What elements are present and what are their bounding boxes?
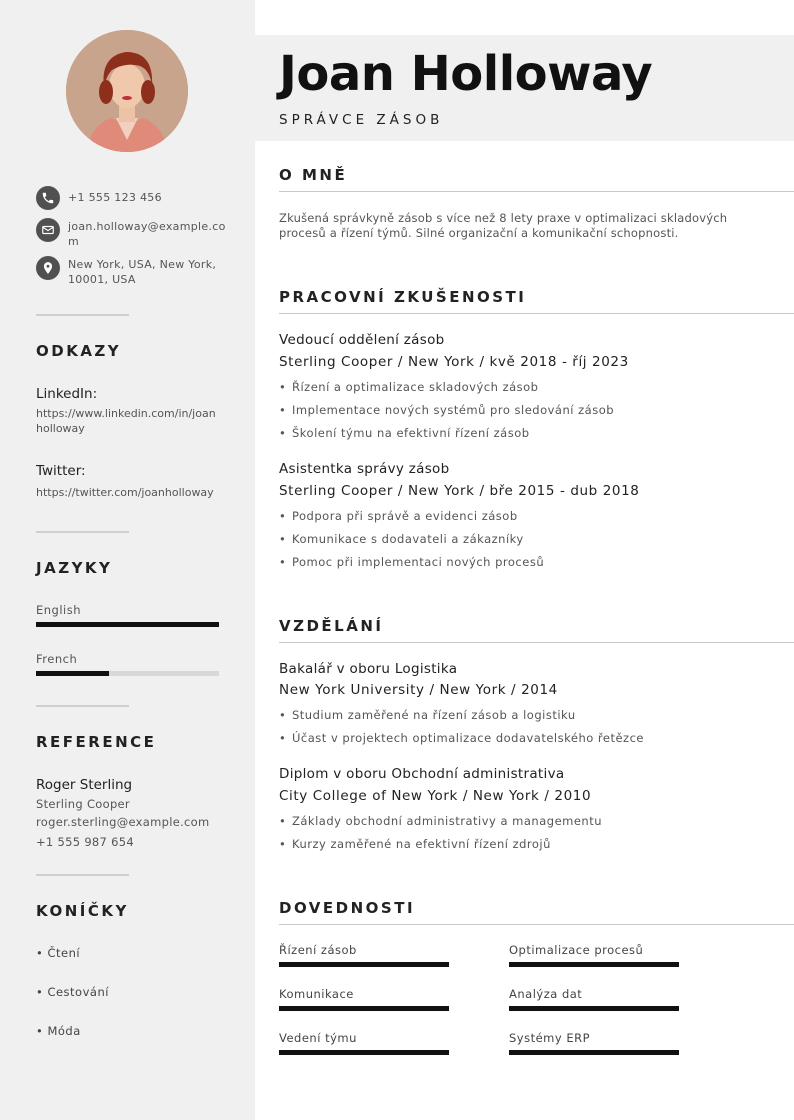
divider <box>36 874 129 876</box>
language-level-bar <box>36 622 219 627</box>
school-line: City College of New York / New York / 2010 <box>279 788 592 804</box>
linkedin-link[interactable]: https://www.linkedin.com/in/joanholloway <box>36 407 216 435</box>
education-heading: VZDĚLÁNÍ <box>279 617 384 635</box>
bullet-text: Základy obchodní administrativy a managementu <box>292 814 603 828</box>
experience-heading: PRACOVNÍ ZKUŠENOSTI <box>279 288 527 306</box>
phone-icon <box>36 186 60 210</box>
education-bullet: • Studium zaměřené na řízení zásob a logistiku <box>279 708 576 722</box>
envelope-icon <box>36 218 60 242</box>
section-rule <box>279 313 794 314</box>
language-name: French <box>36 652 78 666</box>
skill-name: Analýza dat <box>509 987 583 1001</box>
bullet-text: Podpora při správě a evidenci zásob <box>292 509 518 523</box>
phone-text: +1 555 123 456 <box>68 191 162 204</box>
skill-name: Optimalizace procesů <box>509 943 644 957</box>
hobby-item: • Čtení <box>36 946 81 960</box>
reference-company: Sterling Cooper <box>36 797 130 811</box>
skill-level-bar <box>509 1006 679 1011</box>
divider <box>36 531 129 533</box>
reference-heading: REFERENCE <box>36 733 157 751</box>
skill-level-bar <box>279 962 449 967</box>
email-text[interactable]: joan.holloway@example.com <box>68 220 226 248</box>
map-pin-icon <box>36 256 60 280</box>
hobby-label: Cestování <box>47 985 109 999</box>
linkedin-label: LinkedIn: <box>36 386 98 402</box>
job-company: Sterling Cooper / New York / kvě 2018 - říj 2023 <box>279 354 629 370</box>
divider <box>36 314 129 316</box>
education-bullet: • Kurzy zaměřené na efektivní řízení zdrojů <box>279 837 551 851</box>
hobby-label: Móda <box>47 1024 81 1038</box>
contact-address <box>36 256 226 287</box>
skill-name: Systémy ERP <box>509 1031 591 1045</box>
links-heading: ODKAZY <box>36 342 122 360</box>
skills-heading: DOVEDNOSTI <box>279 899 416 917</box>
job-bullet: • Implementace nových systémů pro sledování zásob <box>279 403 615 417</box>
about-heading: O MNĚ <box>279 166 348 184</box>
divider <box>36 705 129 707</box>
job-company: Sterling Cooper / New York / bře 2015 - dub 2018 <box>279 483 640 499</box>
education-bullet: • Základy obchodní administrativy a managementu <box>279 814 603 828</box>
school-line: New York University / New York / 2014 <box>279 682 558 698</box>
bullet-text: Účast v projektech optimalizace dodavatelského řetězce <box>292 731 644 745</box>
about-text: Zkušená správkyně zásob s více než 8 lety praxe v optimalizaci skladových procesů a řízení týmů. Silné organizační a komunikační schopnosti. <box>279 211 728 240</box>
contact-phone <box>36 186 226 210</box>
job-title: Asistentka správy zásob <box>279 461 450 477</box>
skill-name: Komunikace <box>279 987 354 1001</box>
hobby-label: Čtení <box>47 946 81 960</box>
address-text: New York, USA, New York, 10001, USA <box>68 258 217 286</box>
job-bullet: • Školení týmu na efektivní řízení zásob <box>279 426 530 440</box>
bullet-text: Studium zaměřené na řízení zásob a logistiku <box>292 708 576 722</box>
job-title: Vedoucí oddělení zásob <box>279 332 445 348</box>
section-rule <box>279 191 794 192</box>
bullet-text: Implementace nových systémů pro sledování zásob <box>292 403 615 417</box>
degree-title: Bakalář v oboru Logistika <box>279 661 458 677</box>
twitter-label: Twitter: <box>36 463 86 479</box>
section-rule <box>279 924 794 925</box>
job-bullet: • Komunikace s dodavateli a zákazníky <box>279 532 524 546</box>
person-name: Joan Holloway <box>279 46 653 102</box>
bullet-text: Pomoc při implementaci nových procesů <box>292 555 545 569</box>
person-title: SPRÁVCE ZÁSOB <box>279 112 444 128</box>
skill-level-bar <box>279 1050 449 1055</box>
language-level-fill <box>36 622 219 627</box>
skill-level-bar <box>509 1050 679 1055</box>
hobby-item: • Móda <box>36 1024 81 1038</box>
bullet-text: Kurzy zaměřené na efektivní řízení zdrojů <box>292 837 551 851</box>
skill-name: Vedení týmu <box>279 1031 357 1045</box>
section-rule <box>279 642 794 643</box>
contact-email <box>36 218 226 249</box>
skill-level-bar <box>509 962 679 967</box>
hobbies-heading: KONÍČKY <box>36 902 129 920</box>
skill-level-bar <box>279 1006 449 1011</box>
skill-name: Řízení zásob <box>279 943 357 957</box>
bullet-text: Školení týmu na efektivní řízení zásob <box>292 426 530 440</box>
language-level-fill <box>36 671 109 676</box>
hobby-item: • Cestování <box>36 985 109 999</box>
job-bullet: • Pomoc při implementaci nových procesů <box>279 555 545 569</box>
bullet-text: Řízení a optimalizace skladových zásob <box>292 380 539 394</box>
education-bullet: • Účast v projektech optimalizace dodavatelského řetězce <box>279 731 644 745</box>
reference-phone: +1 555 987 654 <box>36 835 134 849</box>
reference-name: Roger Sterling <box>36 777 133 793</box>
languages-heading: JAZYKY <box>36 559 113 577</box>
twitter-link[interactable]: https://twitter.com/joanholloway <box>36 486 214 499</box>
reference-email[interactable]: roger.sterling@example.com <box>36 815 210 829</box>
language-name: English <box>36 603 82 617</box>
degree-title: Diplom v oboru Obchodní administrativa <box>279 766 565 782</box>
profile-photo <box>66 30 188 152</box>
job-bullet: • Podpora při správě a evidenci zásob <box>279 509 518 523</box>
job-bullet: • Řízení a optimalizace skladových zásob <box>279 380 539 394</box>
language-level-bar <box>36 671 219 676</box>
bullet-text: Komunikace s dodavateli a zákazníky <box>292 532 524 546</box>
